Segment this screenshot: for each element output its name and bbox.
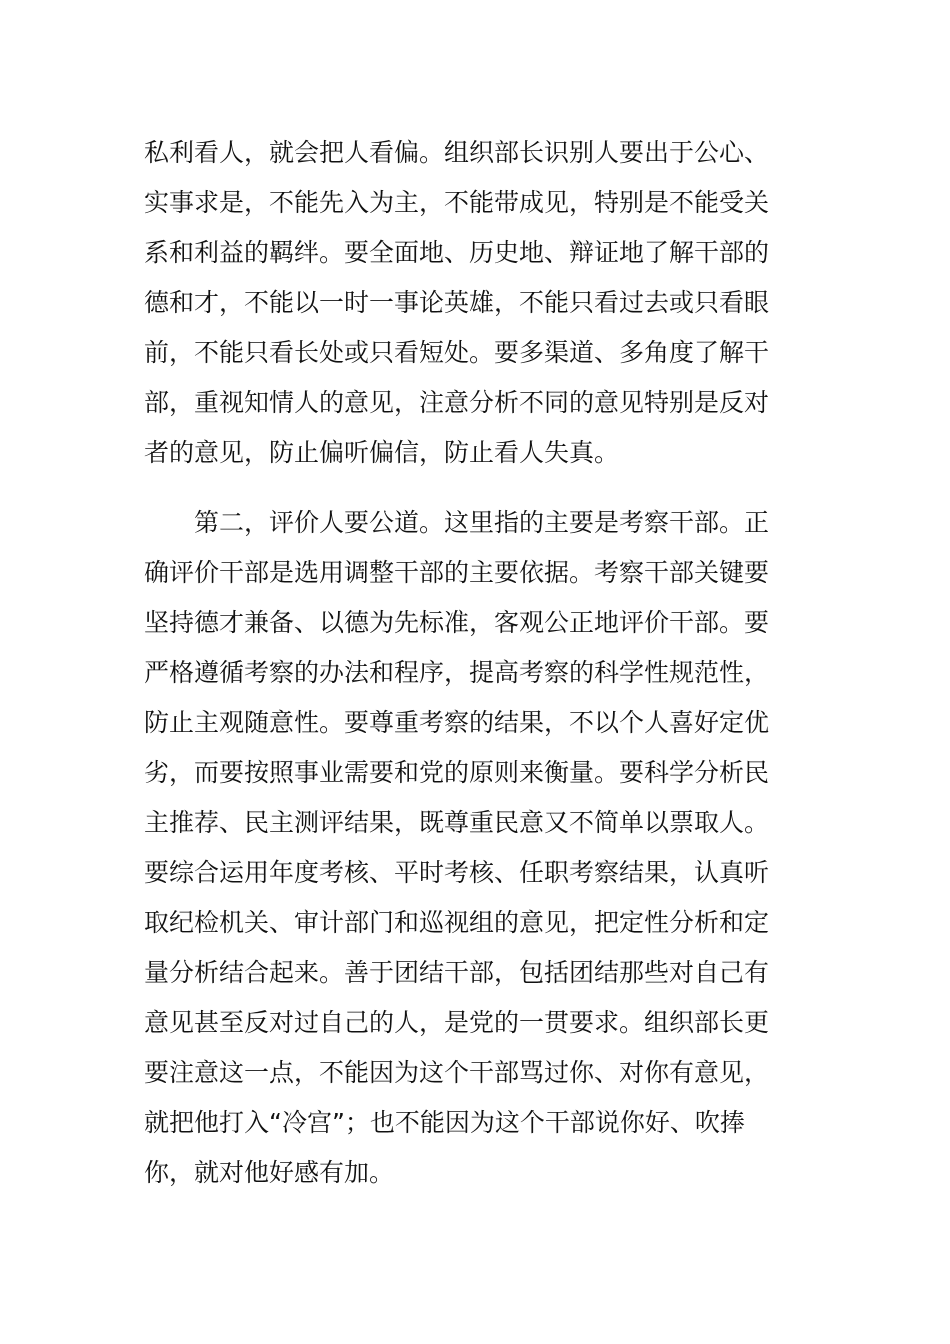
paragraph-line: 坚持德才兼备、以德为先标准，客观公正地评价干部。要: [144, 608, 770, 637]
paragraph-1: [144, 128, 794, 478]
paragraph-line: 者的意见，防止偏听偏信，防止看人失真。: [144, 438, 620, 467]
paragraph-line: 部，重视知情人的意见，注意分析不同的意见特别是反对: [144, 388, 770, 417]
paragraph-line: 量分析结合起来。善于团结干部，包括团结那些对自己有: [144, 958, 770, 987]
paragraph-line: 防止主观随意性。要尊重考察的结果，不以个人喜好定优: [144, 708, 770, 737]
paragraph-line: 就把他打入“冷宫”；也不能因为这个干部说你好、吹捧: [144, 1108, 745, 1137]
paragraph-line: 取纪检机关、审计部门和巡视组的意见，把定性分析和定: [144, 908, 770, 937]
paragraph-line: 要注意这一点，不能因为这个干部骂过你、对你有意见，: [144, 1058, 770, 1087]
paragraph-line: 意见甚至反对过自己的人，是党的一贯要求。组织部长更: [144, 1008, 770, 1037]
paragraph-line: 确评价干部是选用调整干部的主要依据。考察干部关键要: [144, 558, 770, 587]
paragraph-line: 德和才，不能以一时一事论英雄，不能只看过去或只看眼: [144, 288, 770, 317]
paragraph-line: 严格遵循考察的办法和程序，提高考察的科学性规范性，: [144, 658, 770, 687]
paragraph-line: 主推荐、民主测评结果，既尊重民意又不简单以票取人。: [144, 808, 770, 837]
paragraph-2: [144, 498, 794, 1198]
paragraph-line: 劣，而要按照事业需要和党的原则来衡量。要科学分析民: [144, 758, 770, 787]
paragraph-line: 第二，评价人要公道。这里指的主要是考察干部。正: [144, 508, 770, 537]
paragraph-line: 私利看人，就会把人看偏。组织部长识别人要出于公心、: [144, 138, 770, 167]
paragraph-line: 前，不能只看长处或只看短处。要多渠道、多角度了解干: [144, 338, 770, 367]
paragraph-line: 你，就对他好感有加。: [144, 1158, 395, 1187]
paragraph-line: 实事求是，不能先入为主，不能带成见，特别是不能受关: [144, 188, 770, 217]
paragraph-line: 要综合运用年度考核、平时考核、任职考察结果，认真听: [144, 858, 770, 887]
paragraph-line: 系和利益的羁绊。要全面地、历史地、辩证地了解干部的: [144, 238, 770, 267]
